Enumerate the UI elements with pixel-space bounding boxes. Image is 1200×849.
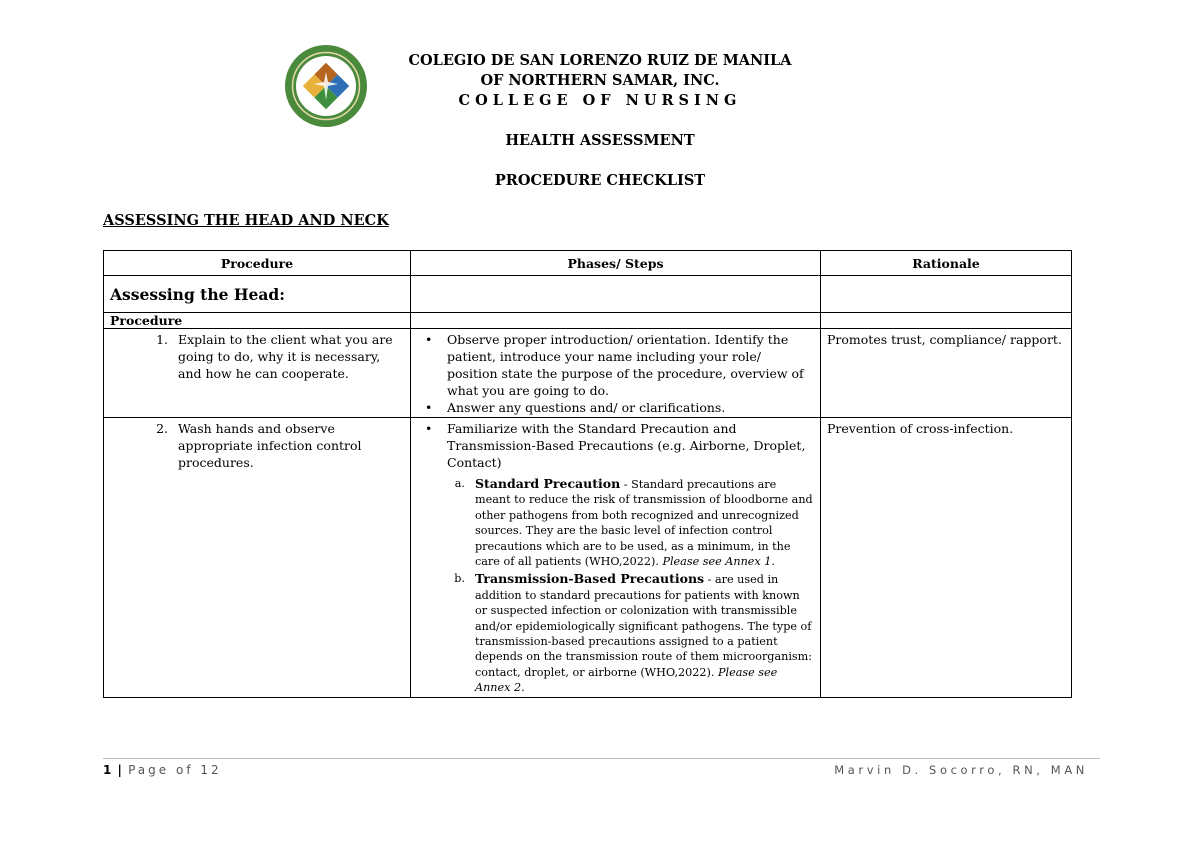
college-name: COLLEGE OF NURSING (458, 92, 742, 109)
section-title: ASSESSING THE HEAD AND NECK (103, 212, 389, 229)
group-title-cell (104, 276, 411, 313)
step-number: 1. (156, 332, 168, 347)
annex-note: Please see Annex 1. (662, 555, 775, 569)
procedure-table (103, 250, 1072, 698)
list-item (417, 399, 814, 416)
sub-letter: b. (454, 572, 465, 586)
step-text: Answer any questions and/ or clarifications. (447, 400, 726, 415)
empty-cell (821, 276, 1072, 313)
procedure-cell (104, 418, 411, 698)
subgroup-title-cell (104, 313, 411, 329)
sub-list-item (417, 476, 814, 569)
step-text: Observe proper introduction/ orientation. Identify the patient, introduce your name including your role/ position state the purpose of the procedure, overview of what you are going to do. (447, 332, 804, 398)
page-number: 1 (103, 763, 113, 777)
group-row (104, 276, 1072, 313)
empty-cell (411, 276, 821, 313)
sub-title: Standard Precaution (475, 476, 621, 491)
subject-title: HEALTH ASSESSMENT (505, 132, 695, 149)
steps-cell (411, 329, 821, 418)
page-indicator: 1 | Page of 12 (103, 763, 222, 777)
rationale-text: Promotes trust, compliance/ rapport. (827, 332, 1062, 347)
procedure-text: Explain to the client what you are going to do, why it is necessary, and how he can cooperate. (178, 332, 393, 381)
column-header-procedure: Procedure (104, 251, 411, 276)
sub-letter: a. (454, 477, 465, 490)
empty-cell (411, 313, 821, 329)
bullet-icon: • (425, 421, 433, 436)
rationale-text: Prevention of cross-infection. (827, 421, 1014, 436)
document-type-title: PROCEDURE CHECKLIST (494, 172, 706, 189)
list-item (417, 420, 814, 471)
bullet-icon: • (425, 332, 433, 347)
page-label: Page of 12 (128, 763, 222, 777)
column-header-steps: Phases/ Steps (411, 251, 821, 276)
school-name-line2: OF NORTHERN SAMAR, INC. (480, 72, 720, 89)
subgroup-row (104, 313, 1072, 329)
sub-text: - are used in addition to standard precautions for patients with known or suspected infection or colonization with transmissible and/or epidemiologically significant pathogens. The type of transmission-based precautions assigned to a patient depends on the transmission route of them microorganism: contact, droplet, or airborne (WHO,2022). (475, 573, 813, 679)
table-row (104, 329, 1072, 418)
bullet-icon: • (425, 400, 433, 415)
steps-cell (411, 418, 821, 698)
procedure-cell (104, 329, 411, 418)
subgroup-title: Procedure (110, 313, 183, 328)
table-row (104, 418, 1072, 698)
procedure-text: Wash hands and observe appropriate infection control procedures. (178, 421, 362, 470)
rationale-cell (821, 418, 1072, 698)
table-header-row (104, 251, 1072, 276)
annex-note: Please see Annex 2. (475, 665, 778, 695)
column-header-rationale: Rationale (821, 251, 1072, 276)
footer-divider (103, 758, 1100, 759)
author-name: Marvin D. Socorro, RN, MAN (834, 763, 1088, 777)
group-title: Assessing the Head: (110, 284, 285, 304)
sub-list-item (417, 571, 814, 695)
empty-cell (821, 313, 1072, 329)
list-item (417, 331, 814, 399)
step-text: Familiarize with the Standard Precaution and Transmission-Based Precautions (e.g. Airborne, Droplet, Contact) (447, 421, 806, 470)
sub-title: Transmission-Based Precautions (475, 571, 705, 587)
step-number: 2. (156, 421, 168, 436)
school-name-line1: COLEGIO DE SAN LORENZO RUIZ DE MANILA (408, 52, 792, 69)
rationale-cell (821, 329, 1072, 418)
sub-text: - Standard precautions are meant to reduce the risk of transmission of bloodborne and other pathogens from both recognized and unrecognized sources. They are the basic level of infection control precautions which are to be used, as a minimum, in the care of all patients (WHO,2022). (475, 478, 813, 569)
